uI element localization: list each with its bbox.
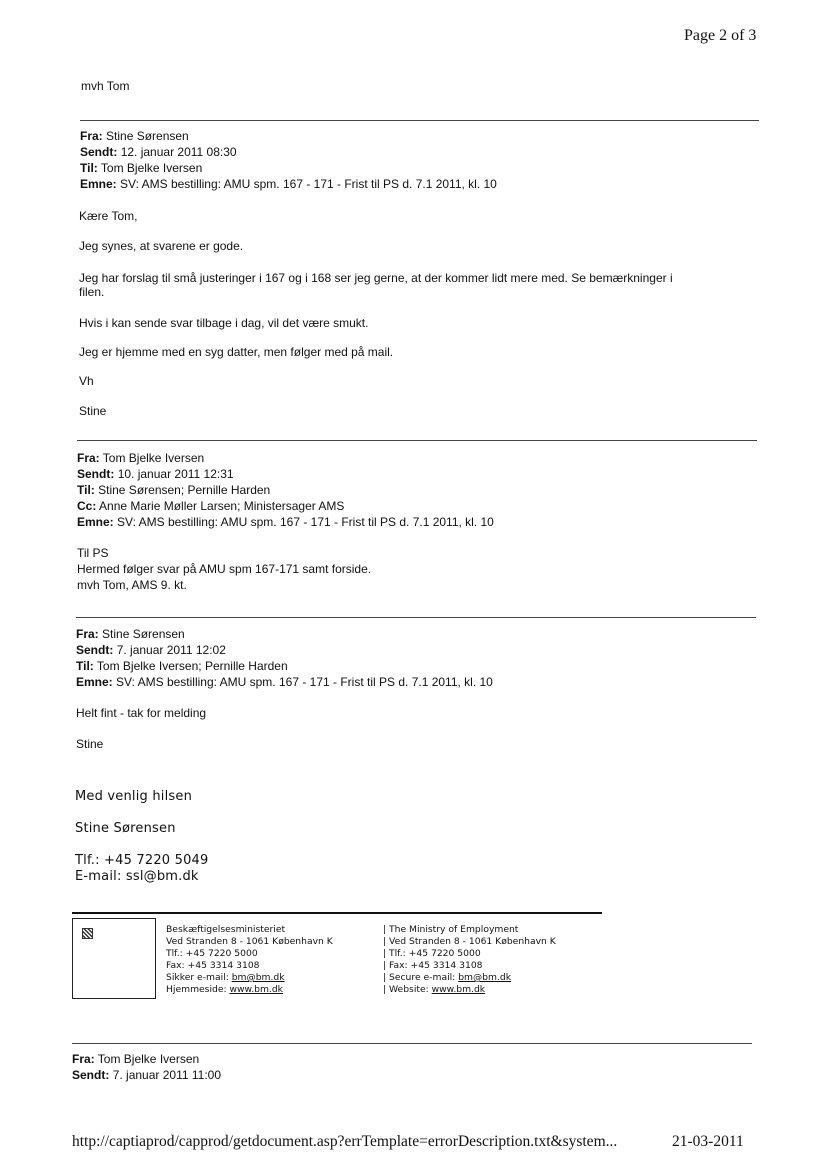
sent-field: Sendt: 10. januar 2011 12:31 [77,467,234,481]
secure-email-link[interactable]: bm@bm.dk [231,972,285,983]
email-header [76,626,493,690]
subject-field: Emne: SV: AMS bestilling: AMU spm. 167 - 171 - Frist til PS d. 7.1 2011, kl. 10 [80,177,497,191]
sent-field: Sendt: 12. januar 2011 08:30 [80,145,237,159]
email-body-line: Stine [76,737,104,751]
email-body-line: Hermed følger svar på AMU spm 167-171 samt forside. [77,562,372,576]
logo-placeholder [72,918,156,999]
to-field: Til: Tom Bjelke Iversen; Pernille Harden [76,659,288,673]
email-body-line: Jeg har forslag til små justeringer i 167 og i 168 ser jeg gerne, at der kommer lidt mere med. Se bemærkninger i [79,271,673,285]
signature-phone: Tlf.: +45 7220 5049 [75,853,209,868]
signature-divider [72,912,602,914]
top-greeting: mvh Tom [81,79,130,93]
email-divider [76,617,756,618]
email-body-line: Hvis i kan sende svar tilbage i dag, vil det være smukt. [79,316,369,330]
to-field: Til: Tom Bjelke Iversen [80,161,203,175]
email-body-line: Til PS [77,546,109,560]
signature-closing: Med venlig hilsen [75,789,193,804]
email-divider [72,1043,752,1044]
email-body-line: Helt fint - tak for melding [76,706,207,720]
email-body-line: mvh Tom, AMS 9. kt. [77,578,187,592]
email-body-line: Vh [79,374,94,388]
email-body-line: Kære Tom, [79,209,138,223]
email-header [72,1051,221,1083]
from-field: Fra: Stine Sørensen [76,627,185,641]
email-divider [77,440,757,441]
email-header [77,450,494,530]
from-field: Fra: Tom Bjelke Iversen [77,451,205,465]
email-body-line: Jeg er hjemme med en syg datter, men følger med på mail. [79,345,394,359]
secure-email-link[interactable]: bm@bm.dk [458,972,512,983]
subject-field: Emne: SV: AMS bestilling: AMU spm. 167 - 171 - Frist til PS d. 7.1 2011, kl. 10 [76,675,493,689]
from-field: Fra: Tom Bjelke Iversen [72,1052,200,1066]
footer-danish: Beskæftigelsesministeriet Ved Stranden 8 - 1061 København K Tlf.: +45 7220 5000 Fax: +45 3314 3108 Sikker e-mail: bm@bm.dk Hjemmeside: www.bm.dk [166,924,333,995]
to-field: Til: Stine Sørensen; Pernille Harden [77,483,271,497]
subject-field: Emne: SV: AMS bestilling: AMU spm. 167 - 171 - Frist til PS d. 7.1 2011, kl. 10 [77,515,494,529]
sent-field: Sendt: 7. januar 2011 11:00 [72,1068,221,1082]
email-body-line: Jeg synes, at svarene er gode. [79,239,244,253]
email-header [80,128,497,192]
website-link[interactable]: www.bm.dk [229,984,283,995]
signature-name: Stine Sørensen [75,821,176,836]
print-date: 21-03-2011 [672,1133,744,1150]
email-divider [80,120,759,121]
from-field: Fra: Stine Sørensen [80,129,189,143]
cc-field: Cc: Anne Marie Møller Larsen; Ministersager AMS [77,499,345,513]
broken-image-icon [82,928,93,939]
page-number: Page 2 of 3 [684,27,757,44]
website-link[interactable]: www.bm.dk [431,984,486,995]
footer-english: | The Ministry of Employment | Ved Stranden 8 - 1061 København K | Tlf.: +45 7220 5000 | Fax: +45 3314 3108 | Secure e-mail: bm@bm.dk | Website: www.bm.dk [383,924,556,995]
email-body-line: Stine [79,404,107,418]
signature-email: E-mail: ssl@bm.dk [75,869,199,884]
email-body-line: filen. [79,285,105,299]
print-url: http://captiaprod/capprod/getdocument.asp?errTemplate=errorDescription.txt&system... [72,1133,618,1150]
sent-field: Sendt: 7. januar 2011 12:02 [76,643,226,657]
